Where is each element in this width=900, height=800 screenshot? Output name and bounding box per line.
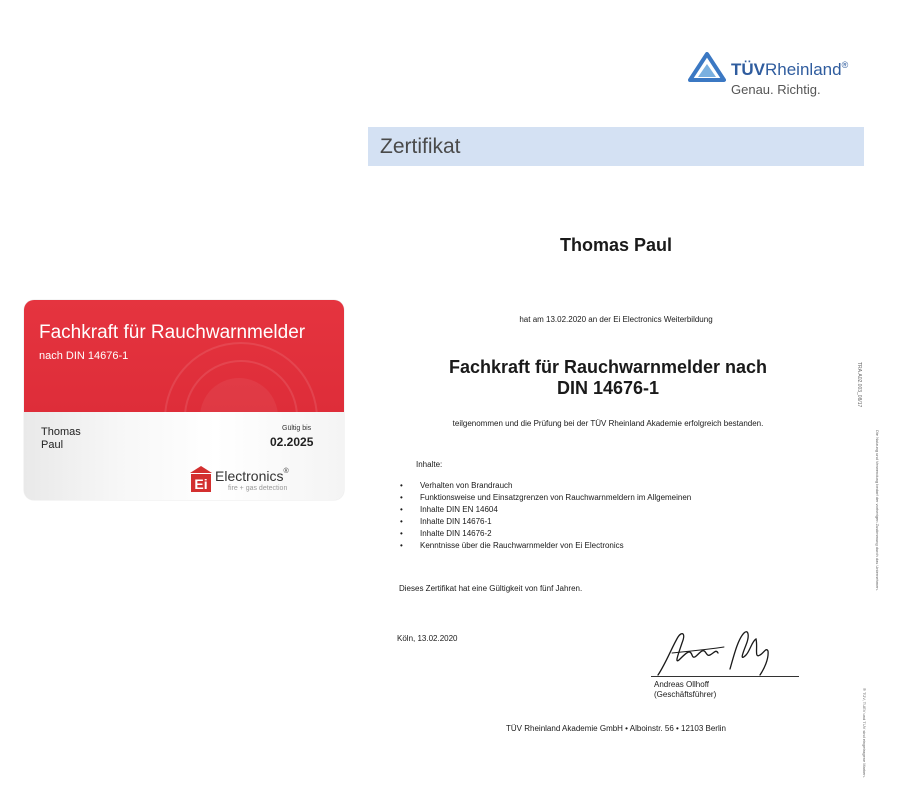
- certificate-footer: TÜV Rheinland Akademie GmbH • Alboinstr. 56 • 12103 Berlin: [506, 724, 726, 733]
- svg-text:Ei: Ei: [194, 476, 208, 492]
- card-valid-label: Gültig bis: [282, 425, 312, 432]
- contents-list: [400, 480, 691, 552]
- signer-role: (Geschäftsführer): [654, 690, 717, 699]
- trademark-note: ® TÜV, TUEV und TUV sind eingetragene Marken.: [862, 688, 867, 778]
- certificate-heading: Zertifikat: [380, 135, 461, 158]
- tuv-slogan: Genau. Richtig.: [731, 82, 821, 97]
- card-valid-date: 02.2025: [270, 435, 314, 449]
- card-title: Fachkraft für Rauchwarnmelder: [39, 322, 306, 343]
- card-holder-name: [41, 426, 81, 452]
- place-date: Köln, 13.02.2020: [397, 634, 458, 643]
- card-brand-name: Electronics: [215, 468, 284, 484]
- card-brand-reg: ®: [283, 468, 289, 475]
- course-title: [368, 357, 848, 399]
- signature-image: [652, 625, 772, 680]
- form-code: TRA.A02.003_08/17: [856, 362, 862, 408]
- usage-note: Die Nutzung und Verwendung bedarf der vorherigen Zustimmung durch das Unternehmen.: [875, 430, 880, 591]
- card-subtitle: nach DIN 14676-1: [39, 350, 129, 362]
- tuv-brand-bold: TÜV: [731, 60, 765, 79]
- signer-block: [654, 680, 716, 700]
- card-tagline: fire + gas detection: [228, 485, 288, 492]
- list-item: • Inhalte DIN EN 14604: [400, 504, 691, 516]
- list-item: • Inhalte DIN 14676-2: [400, 528, 691, 540]
- list-item: • Kenntnisse über die Rauchwarnmelder von Ei Electronics: [400, 540, 691, 552]
- tuv-brand: [731, 60, 848, 80]
- card-red-header: [24, 300, 344, 412]
- card-holder-first: Thomas: [41, 426, 81, 438]
- list-item: • Verhalten von Brandrauch: [400, 480, 691, 492]
- course-title-line2: DIN 14676-1: [556, 378, 660, 398]
- certificate-heading-band: [368, 127, 864, 166]
- ei-logo-icon: [190, 466, 212, 492]
- validity-text: Dieses Zertifikat hat eine Gültigkeit von fünf Jahren.: [399, 584, 583, 593]
- signer-name: Andreas Ollhoff: [654, 680, 709, 689]
- card-holder-last: Paul: [41, 439, 64, 451]
- card-brand: [215, 468, 289, 484]
- signature-line: [651, 676, 799, 677]
- contents-label: Inhalte:: [416, 460, 443, 469]
- tuv-triangle-icon: [688, 52, 726, 82]
- list-item: • Funktionsweise und Einsatzgrenzen von Rauchwarnmeldern im Allgemeinen: [400, 492, 691, 504]
- card-info-area: [24, 412, 344, 500]
- list-item: • Inhalte DIN 14676-1: [400, 516, 691, 528]
- tuv-brand-reg: ®: [841, 60, 849, 70]
- passed-text: teilgenommen und die Prüfung bei der TÜV Rheinland Akademie erfolgreich bestanden.: [452, 419, 764, 428]
- recipient-name: Thomas Paul: [559, 235, 673, 255]
- tuv-brand-rest: Rheinland: [765, 60, 842, 79]
- qualification-card: [24, 300, 344, 500]
- course-title-line1: Fachkraft für Rauchwarnmelder nach: [448, 357, 768, 377]
- attended-text: hat am 13.02.2020 an der Ei Electronics Weiterbildung: [519, 315, 713, 324]
